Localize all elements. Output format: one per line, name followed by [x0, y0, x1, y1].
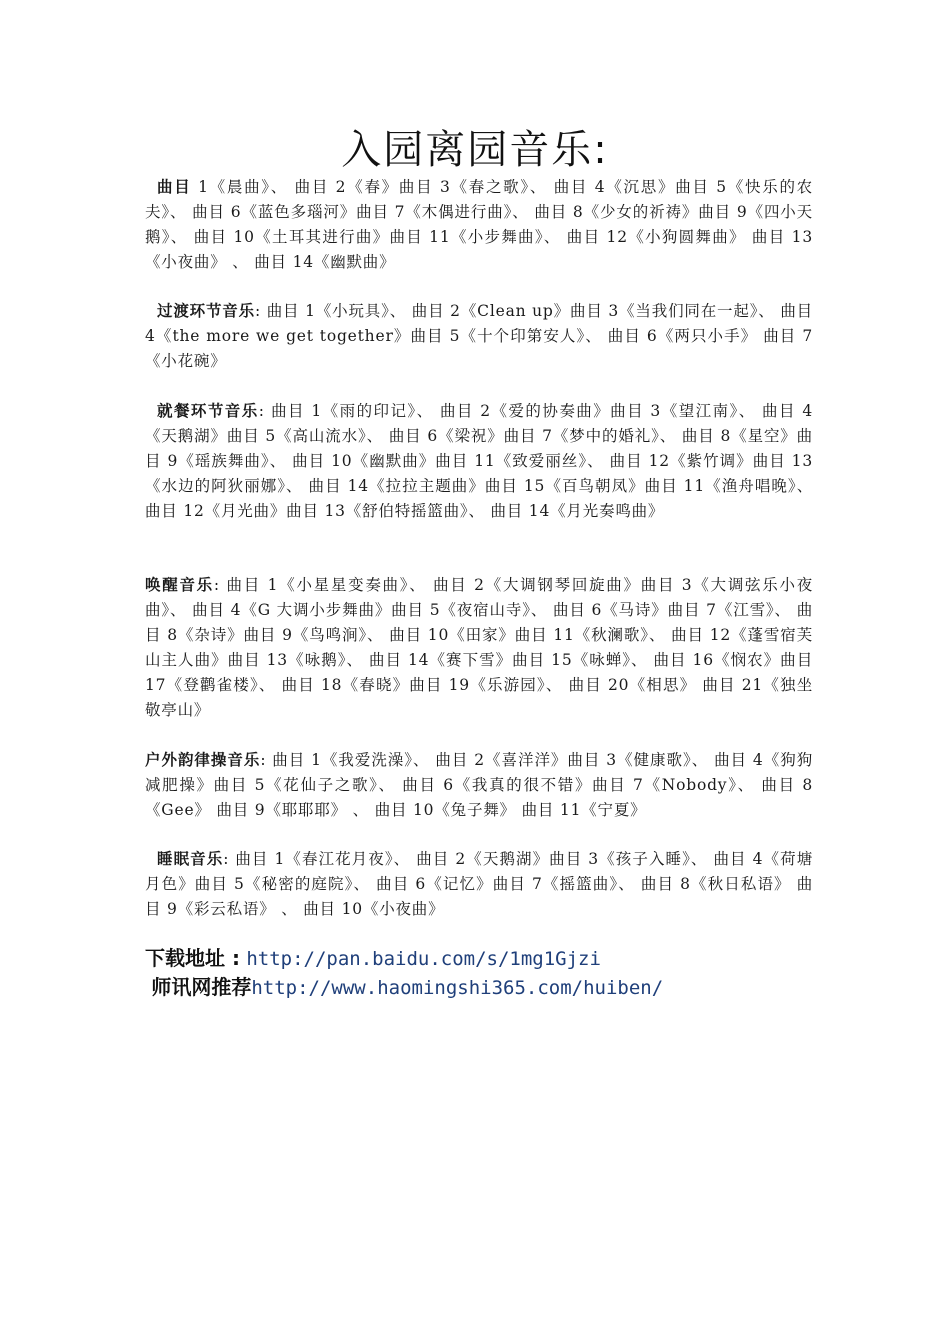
section-wakeup-music: [145, 572, 813, 723]
section-text: : 曲目 1《小星星变奏曲》、 曲目 2《大调钢琴回旋曲》曲目 3《大调弦乐小夜曲》、 曲目 4《G 大调小步舞曲》曲目 5《夜宿山寺》、 曲目 6《马诗》曲目 7《江雪》、 曲目 8《杂诗》曲目 9《鸟鸣涧》、 曲目 10《田家》曲目 11《秋澜歌》、 曲目 12《蓬雪宿芙山主人曲》曲目 13《咏鹅》、 曲目 14《赛下雪》曲目 15《咏蝉》、 曲目 16《悯农》曲目 17《登鹳雀楼》、 曲目 18《春晓》曲目 19《乐游园》、 曲目 20《相思》 曲目 21《独坐敬亭山》: [145, 576, 814, 719]
section-entry-exit-music: [145, 174, 813, 275]
section-text: : 曲目 1《春江花月夜》、 曲目 2《天鹅湖》曲目 3《孩子入睡》、 曲目 4《荷塘月色》曲目 5《秘密的庭院》、 曲目 6《记忆》曲目 7《摇篮曲》、 曲目 8《秋日私语》 曲目 9《彩云私语》 、 曲目 10《小夜曲》: [145, 850, 814, 918]
section-outdoor-exercise-music: [145, 747, 813, 823]
section-label: 曲目: [157, 177, 192, 196]
section-label: 就餐环节音乐: [157, 401, 259, 420]
section-text: : 曲目 1《小玩具》、 曲目 2《Clean up》曲目 3《当我们同在一起》、 曲目 4《the more we get together》曲目 5《十个印第安人》、 曲目 6《两只小手》 曲目 7《小花碗》: [145, 302, 813, 370]
section-label: 唤醒音乐: [145, 575, 214, 594]
section-text: : 曲目 1《我爱洗澡》、 曲目 2《喜洋洋》曲目 3《健康歌》、 曲目 4《狗狗减肥操》曲目 5《花仙子之歌》、 曲目 6《我真的很不错》曲目 7《Nobody》、 曲目 8《Gee》 曲目 9《耶耶耶》 、 曲目 10《兔子舞》 曲目 11《宁夏》: [145, 751, 813, 819]
recommend-label: 师讯网推荐: [151, 975, 252, 999]
section-sleep-music: [145, 846, 813, 922]
page-title: 入园离园音乐:: [341, 127, 609, 173]
download-line: [145, 944, 845, 973]
download-link[interactable]: http://pan.baidu.com/s/1mg1Gjzi: [246, 948, 601, 970]
section-text: 1《晨曲》、 曲目 2《春》曲目 3《春之歌》、 曲目 4《沉思》曲目 5《快乐的农夫》、 曲目 6《蓝色多瑙河》曲目 7《木偶进行曲》、 曲目 8《少女的祈祷》曲目 9《四小天鹅》、 曲目 10《土耳其进行曲》曲目 11《小步舞曲》、 曲目 12《小狗圆舞曲》 曲目 13《小夜曲》 、 曲目 14《幽默曲》: [145, 178, 813, 271]
section-transition-music: [145, 298, 813, 374]
download-label: 下载地址 :: [145, 946, 240, 970]
recommend-link[interactable]: http://www.haomingshi365.com/huiben/: [251, 977, 664, 999]
links-block: [145, 944, 845, 1002]
recommend-line: [145, 973, 845, 1002]
section-label: 过渡环节音乐: [157, 301, 255, 320]
section-label: 睡眠音乐: [157, 849, 224, 868]
section-label: 户外韵律操音乐: [145, 750, 261, 769]
section-meal-music: [145, 398, 813, 524]
section-text: : 曲目 1《雨的印记》、 曲目 2《爱的协奏曲》曲目 3《望江南》、 曲目 4《天鹅湖》曲目 5《高山流水》、 曲目 6《梁祝》曲目 7《梦中的婚礼》、 曲目 8《星空》曲目 9《瑶族舞曲》、 曲目 10《幽默曲》曲目 11《致爱丽丝》、 曲目 12《紫竹调》曲目 13《水边的阿狄丽娜》、 曲目 14《拉拉主题曲》曲目 15《百鸟朝凤》曲目 11《渔舟唱晚》、 曲目 12《月光曲》曲目 13《舒伯特摇篮曲》、 曲目 14《月光奏鸣曲》: [145, 402, 813, 520]
